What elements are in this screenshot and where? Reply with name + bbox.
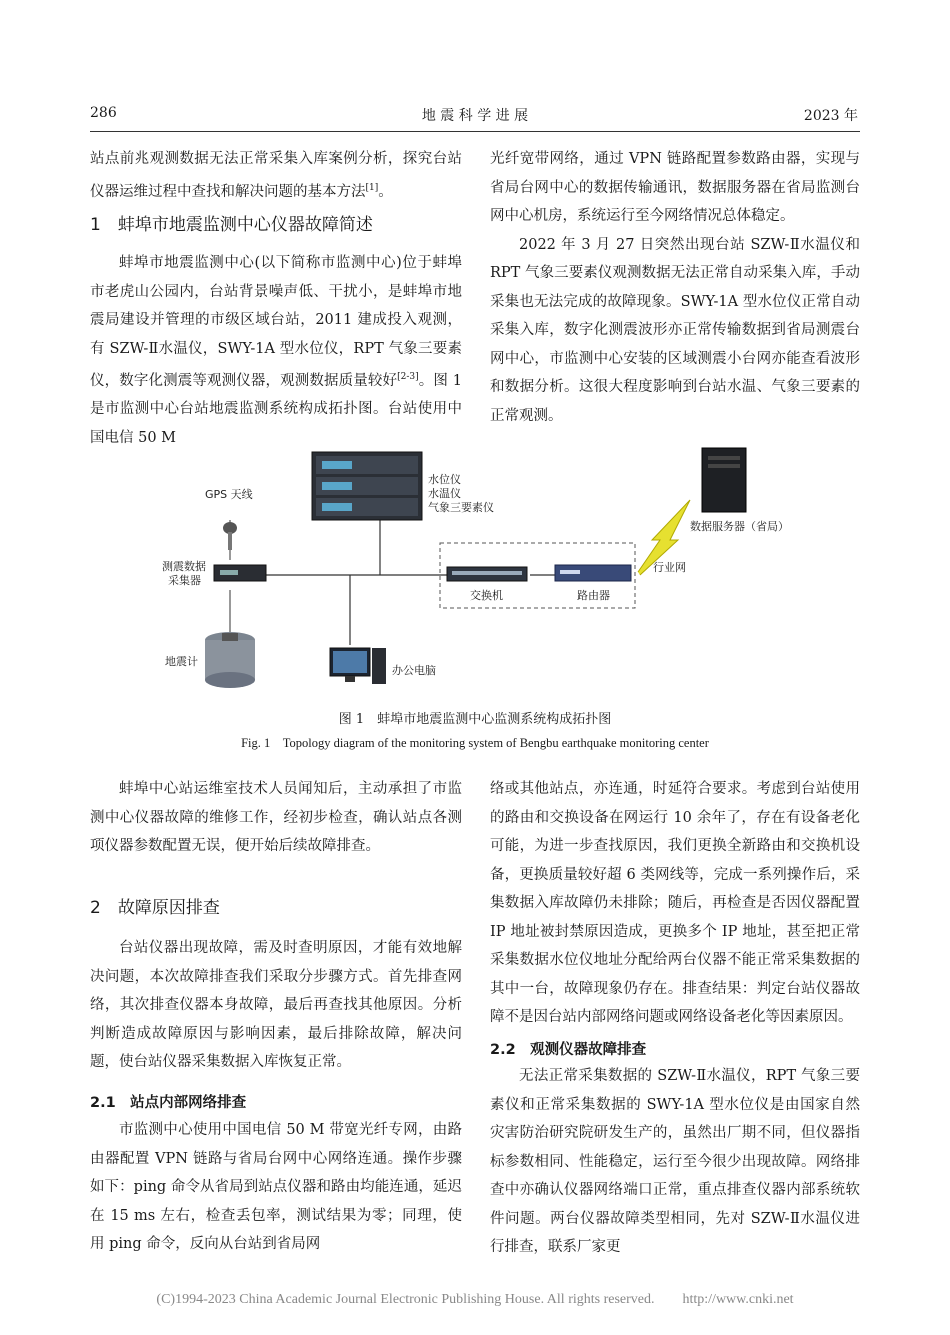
- paragraph: 络或其他站点，亦连通，时延符合要求。考虑到台站使用的路由和交换设备在网运行 10 余年了，存在有设备老化可能，为进一步查找原因，我们更换全新路由和交换机设备，更换质量较好超 6 类网线等，完成一系列操作后，采集数据入库故障仍未排除；随后，再检查是否因仪器配置 IP 地址被封禁原因造成，更换多个 IP 地址，甚至把正常采集数据水位仪地址分配给两台仪器不能正常采集数据的其中一台，故障现象仍存在。排查结果：判定台站仪器故障不是因台站内部网络问题或网络设备老化等因素原因。: [490, 781, 860, 1025]
- right-section22-block: [490, 1062, 860, 1262]
- paragraph: 站点前兆观测数据无法正常采集入库案例分析，探究台站仪器运维过程中查找和解决问题的基本方法[1]。: [90, 151, 462, 200]
- journal-title: 地 震 科 学 进 展: [421, 108, 529, 124]
- page-number: 286: [90, 105, 117, 121]
- left-section21-block: [90, 1116, 462, 1259]
- label-collector-2: 采集器: [168, 574, 201, 587]
- section-heading-1: 1 蚌埠市地震监测中心仪器故障简述: [90, 215, 373, 235]
- year: 2023 年: [803, 108, 858, 124]
- label-water-level: 水位仪: [428, 473, 461, 486]
- paragraph: 光纤宽带网络，通过 VPN 链路配置参数路由器，实现与省局台网中心的数据传输通讯，数据服务器在省局监测台网中心机房，系统运行至今网络情况总体稳定。: [490, 151, 860, 224]
- paragraph: 2022 年 3 月 27 日突然出现台站 SZW-Ⅱ水温仪和 RPT 气象三要素仪观测数据无法正常自动采集入库，手动采集也无法完成的故障现象。SWY-1A 型水位仪正常自动采集入库，数字化测震波形亦正常传输数据到省局测震台网中心，市监测中心安装的区域测震小台网亦能查看波形和数据分析。这很大程度影响到台站水温、气象三要素的正常观测。: [490, 236, 860, 424]
- data-collector-icon: [214, 565, 266, 581]
- label-switch: 交换机: [470, 589, 503, 602]
- left-bottom-block: [90, 775, 462, 861]
- subsection-heading-2-1: 2.1 站点内部网络排查: [90, 1095, 247, 1111]
- copyright-footer: (C)1994-2023 China Academic Journal Electronic Publishing House. All rights reserved. http://www.cnki.net: [156, 1292, 794, 1307]
- section-heading-2: 2 故障原因排查: [90, 898, 220, 918]
- server-icon: [702, 448, 746, 512]
- figure-caption-en: Fig. 1 Topology diagram of the monitoring system of Bengbu earthquake monitoring center: [241, 736, 709, 750]
- paragraph: 蚌埠中心站运维室技术人员闻知后，主动承担了市监测中心仪器故障的维修工作，经初步检查，确认站点各测项仪器参数配置无误，便开始后续故障排查。: [90, 781, 462, 854]
- router-icon: [555, 565, 631, 581]
- instrument-rack-icon: [312, 452, 422, 520]
- figure-caption-zh: 图 1 蚌埠市地震监测中心监测系统构成拓扑图: [338, 712, 612, 727]
- switch-icon: [447, 567, 527, 581]
- left-top-block: [90, 145, 462, 206]
- office-pc-icon: [330, 648, 386, 684]
- left-section2-block: [90, 934, 462, 1077]
- label-seismometer: 地震计: [165, 655, 198, 668]
- left-intro-block: [90, 249, 462, 452]
- label-office-pc: 办公电脑: [392, 664, 436, 677]
- label-meteo: 气象三要素仪: [428, 501, 494, 514]
- label-water-temp: 水温仪: [428, 487, 461, 500]
- header-rule: [90, 131, 860, 132]
- label-industry-net: 行业网: [653, 561, 686, 574]
- paragraph: 台站仪器出现故障，需及时查明原因，才能有效地解决问题，本次故障排查我们采取分步骤方式。首先排查网络，其次排查仪器本身故障，最后再查找其他原因。分析判断造成故障原因与影响因素，最后排除故障，解决问题，使台站仪器采集数据入库恢复正常。: [90, 940, 462, 1070]
- gps-antenna-icon: [223, 522, 237, 550]
- label-server: 数据服务器（省局）: [690, 520, 789, 533]
- paragraph: 蚌埠市地震监测中心(以下简称市监测中心)位于蚌埠市老虎山公园内，台站背景噪声低、干扰小，是蚌埠市地震局建设并管理的市级区域台站，2011 建成投入观测，有 SZW-Ⅱ水温仪，SWY-1A 型水位仪，RPT 气象三要素仪，数字化测震等观测仪器，观测数据质量较好[2-3]。图 1 是市监测中心台站地震监测系统构成拓扑图。台站使用中国电信 50 M: [90, 255, 462, 446]
- label-collector-1: 测震数据: [162, 560, 206, 573]
- seismometer-icon: [205, 632, 255, 688]
- right-top-block: [490, 145, 860, 430]
- right-bottom-block: [490, 775, 860, 1032]
- paragraph: 无法正常采集数据的 SZW-Ⅱ水温仪，RPT 气象三要素仪和正常采集数据的 SWY-1A 型水位仪是由国家自然灾害防治研究院研发生产的，虽然出厂期不同，但仪器指标参数相同、性能稳定，运行至今很少出现故障。网络排查中亦确认仪器网络端口正常，重点排查仪器内部系统软件问题。两台仪器故障类型相同，先对 SZW-Ⅱ水温仪进行排查，联系厂家更: [490, 1068, 860, 1255]
- subsection-heading-2-2: 2.2 观测仪器故障排查: [490, 1042, 647, 1058]
- label-gps: GPS 天线: [205, 488, 253, 501]
- paragraph: 市监测中心使用中国电信 50 M 带宽光纤专网，由路由器配置 VPN 链路与省局台网中心网络连通。操作步骤如下：ping 命令从省局到站点仪器和路由均能连通，延迟在 15 ms 左右，检查丢包率，测试结果为零；同理，使用 ping 命令，反向从台站到省局网: [90, 1122, 462, 1252]
- topology-figure: [0, 440, 950, 705]
- label-router: 路由器: [577, 589, 610, 602]
